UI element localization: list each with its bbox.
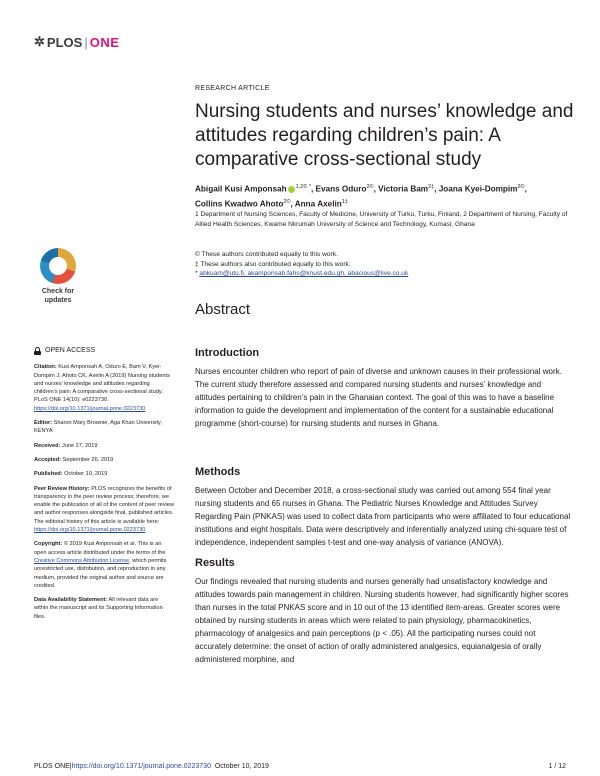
page-number: 1 / 12 [548, 763, 566, 770]
page-footer [34, 763, 566, 770]
article-sidebar [34, 347, 174, 627]
open-access-lock-icon [34, 347, 41, 355]
peer-review-text: PLOS recognizes the benefits of transparency in the peer review process; therefore, we enable the publication of all of the content of peer review and author responses alongside final, published articles. The editorial history of this article is available here: [34, 485, 174, 525]
open-access-label [34, 347, 174, 355]
author-name[interactable]: Collins Kwadwo Ahoto [195, 199, 284, 209]
results-heading: Results [195, 557, 235, 569]
citation-label: Citation: [34, 364, 57, 371]
author-separator: , [524, 184, 527, 194]
introduction-heading: Introduction [195, 347, 260, 359]
peer-review-block [34, 485, 174, 535]
copyright-label: Copyright: [34, 541, 63, 548]
accepted-block [34, 456, 174, 464]
author-affil-marker: 1,2© * [295, 184, 311, 190]
introduction-text: Nurses encounter children who report of pain of diverse and unknown causes in their professional work. The current study therefore assessed and compared nursing students and nurses’ knowledge and attitudes pertaining to children’s pain in the Ghanaian context. The goal of this was to have a baseline information to guide the development and implementation of the content for a sustainable educational programme (short-course) for nursing students and nurses in Ghana. [195, 367, 562, 428]
data-availability-block [34, 596, 174, 621]
logo-plos: PLOS [46, 34, 83, 50]
received-text: June 27, 2019 [60, 442, 98, 449]
accepted-label: Accepted: [34, 456, 62, 463]
author-list [195, 181, 575, 210]
affiliations: 1 Department of Nursing Sciences, Faculty of Medicine, University of Turku, Turku, Finland, 2 Department of Nursing, Faculty of Allied Health Sciences, Kwame Nkrumah University of Science and Technology, Kumasi, Ghana [195, 211, 568, 228]
article-type: RESEARCH ARTICLE [195, 85, 270, 92]
author-affil-marker: 2© [366, 184, 374, 190]
logo-separator: | [84, 34, 88, 50]
open-access-text: OPEN ACCESS [45, 347, 96, 354]
license-link[interactable]: Creative Commons Attribution License [34, 557, 130, 564]
citation-text: Kusi Amponsah A, Oduro E, Bam V, Kyei-Dompim J, Ahoto CK, Axelin A (2019) Nursing students and nurses’ knowledge and attitudes regarding children’s pain: A comparative cross-sectional study. PLoS ONE 14(10): e0223730. [34, 364, 170, 404]
author-affil-marker: 2© [283, 198, 291, 205]
check-updates-label [34, 287, 82, 305]
author-line-1 [195, 181, 575, 196]
methods-heading: Methods [195, 466, 241, 478]
gear-icon: ✲ [34, 34, 45, 49]
orcid-icon[interactable] [288, 186, 295, 193]
author-name[interactable]: , Victoria Bam [373, 184, 429, 194]
editor-label: Editor: [34, 420, 53, 427]
author-name[interactable]: Abigail Kusi Amponsah [195, 184, 287, 194]
citation-block [34, 363, 174, 413]
footer-date: October 10, 2019 [214, 763, 269, 770]
author-affil-marker: 2© [517, 184, 525, 190]
copyright-block [34, 540, 174, 590]
peer-review-link[interactable]: https://doi.org/10.1371/journal.pone.0223730 [34, 527, 146, 534]
author-name[interactable]: , Anna Axelin [290, 199, 342, 209]
published-text: October 10, 2019 [62, 471, 108, 478]
author-affil-marker: 2‡ [428, 184, 435, 190]
data-availability-text: All relevant data are within the manuscript and its Supporting Information files. [34, 597, 163, 620]
author-name[interactable]: , Joana Kyei-Dompim [434, 184, 518, 194]
abstract-heading: Abstract [195, 301, 251, 318]
received-label: Received: [34, 442, 61, 449]
equal-contribution-note: © These authors contributed equally to this work. [195, 251, 338, 258]
footer-journal: PLOS ONE [34, 763, 70, 770]
results-text: Our findings revealed that nursing students and nurses generally had unsatisfactory knowledge and attitudes towards pain management in children. Nursing students however, had significantly higher scores than nurses in the total PNKAS score and in 10 out of the 13 identified item-areas. Greater scores were obtained by nursing students in areas which were related to pain physiology, pharmacokinetics, pharmacology of analgesics and pain perceptions (p < .05). All the participating nurses could not accurately determine: the onset of action of orally administered analgesics, equianalgesia of orally administered morphine, and [195, 577, 569, 664]
published-block [34, 470, 174, 478]
copyright-text: © 2019 Kusi Amponsah et al. This is an open access article distributed under the terms of the [34, 541, 166, 556]
author-name[interactable]: , Evans Oduro [310, 184, 367, 194]
footer-separator: | [69, 763, 72, 770]
check-updates-icon [40, 248, 76, 284]
methods-text: Between October and December 2018, a cross-sectional study was carried out among 554 final year nursing students and 65 nurses in Ghana. The Pediatric Nurses Knowledge and Attitudes Survey Regarding Pain (PNKAS) was used to collect data from participants who were affiliated to four educational institutions and eight hospitals. Data were descriptively and inferentially analyzed using chi-square test of independence, independent samples t-test and one-way analysis of variance (ANOVA). [195, 486, 571, 547]
article-title: Nursing students and nurses’ knowledge and attitudes regarding children’s pain: A comparative cross-sectional study [195, 101, 574, 170]
introduction-section [195, 347, 573, 430]
logo-one: ONE [89, 34, 120, 50]
citation-doi-link[interactable]: https://doi.org/10.1371/journal.pone.0223730 [34, 405, 146, 412]
methods-section [195, 466, 573, 549]
received-block [34, 442, 174, 450]
author-notes [195, 250, 575, 279]
copyright-text-end: , which permits unrestricted use, distribution, and reproduction in any medium, provided the original author and source are credited. [34, 557, 167, 589]
editor-block [34, 419, 174, 436]
author-affil-marker: 1‡ [341, 198, 348, 205]
check-updates-line2: updates [44, 297, 72, 304]
also-contribution-note: ‡ These authors also contributed equally to this work. [195, 260, 351, 268]
corresponding-email [195, 269, 575, 279]
accepted-text: September 26, 2019 [61, 456, 114, 463]
data-availability-label: Data Availability Statement: [34, 597, 108, 604]
check-for-updates-badge[interactable] [34, 248, 82, 305]
check-updates-line1: Check for [41, 288, 75, 295]
footer-doi-link[interactable]: https://doi.org/10.1371/journal.pone.0223730 [71, 763, 211, 770]
email-links[interactable]: abkuam@utu.fi, akamponsah.fahs@knust.edu.gh, abacious@live.co.uk [199, 270, 409, 277]
email-marker: * [195, 270, 200, 277]
published-label: Published: [34, 471, 63, 478]
author-line-2 [195, 196, 575, 211]
editor-text: Sharon Mary Brownie, Aga Khan University, KENYA [34, 420, 162, 435]
plos-one-logo [34, 34, 119, 50]
results-section [195, 557, 573, 666]
peer-review-label: Peer Review History: [34, 485, 90, 492]
